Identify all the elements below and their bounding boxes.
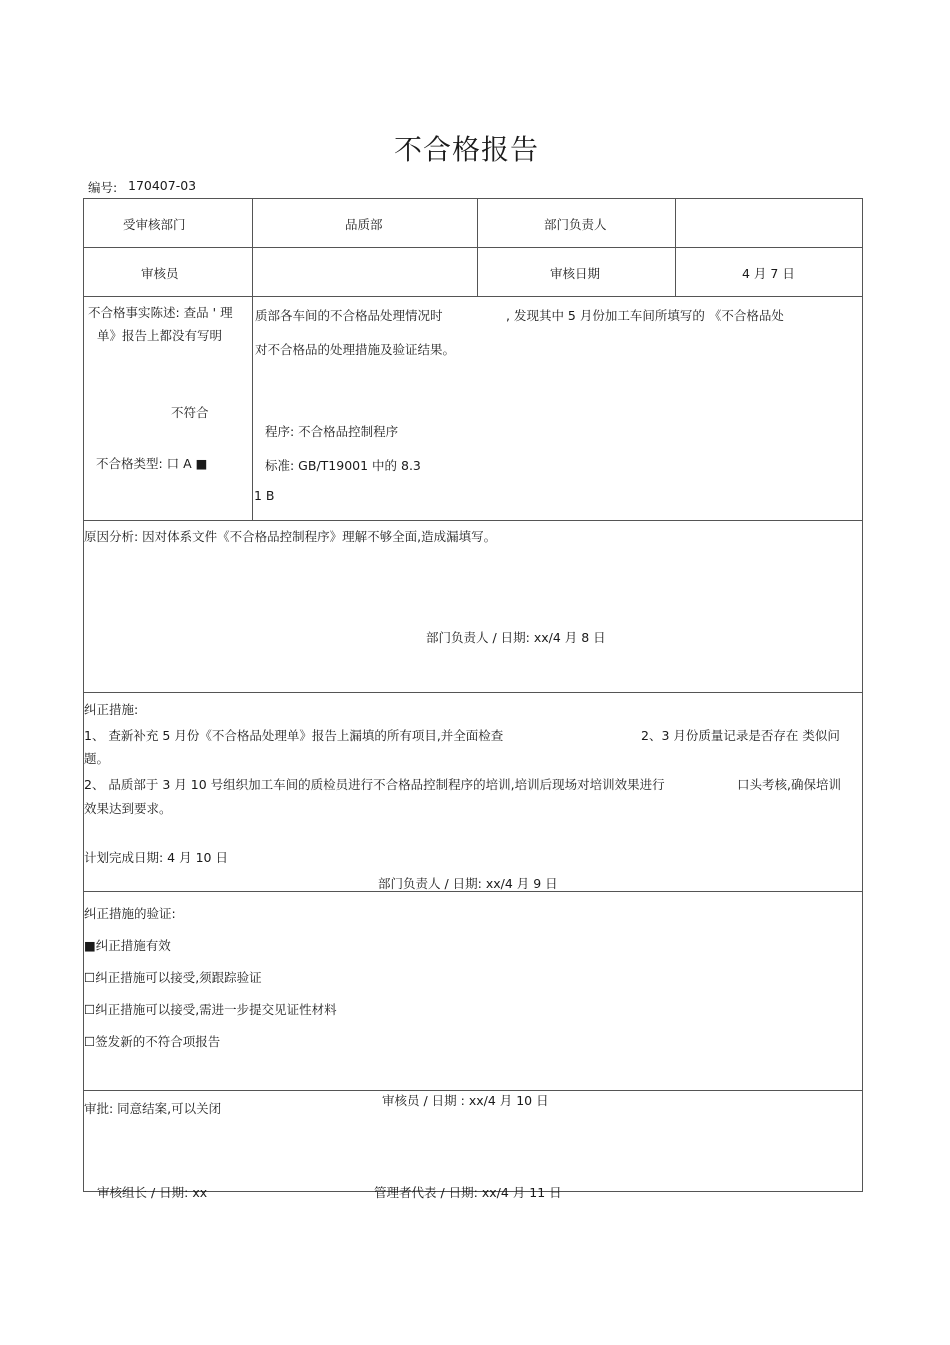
corrective-item2-b: 口头考核,确保培训 [737,777,841,792]
cause-sign: 部门负责人 / 日期: xx/4 月 8 日 [426,630,606,645]
audit-date-value: 4 月 7 日 [742,266,795,281]
verification-option-new-report: ☐签发新的不符合项报告 [84,1034,221,1049]
nc-buhe-label: 不符合 [171,405,209,420]
nc-standard: 标准: GB/T19001 中的 8.3 [265,458,421,473]
nc-procedure: 程序: 不合格品控制程序 [265,424,399,439]
nc-type-b: 1 B [254,488,275,503]
corrective-heading: 纠正措施: [84,702,139,717]
plan-date: 计划完成日期: 4 月 10 日 [84,850,228,865]
corrective-item1-c: 题。 [84,751,110,766]
corrective-item1-a: 1、 查新补充 5 月份《不合格品处理单》报告上漏填的所有项目,并全面检查 [84,728,504,743]
verification-option-evidence: ☐纠正措施可以接受,需进一步提交见证性材料 [84,1002,337,1017]
nc-desc-right-1b: , 发现其中 5 月份加工车间所填写的 《不合格品处 [506,308,784,323]
nc-desc-right-1a: 质部各车间的不合格品处理情况时 [255,308,443,323]
verification-heading: 纠正措施的验证: [84,906,176,921]
corrective-sign: 部门负责人 / 日期: xx/4 月 9 日 [378,876,558,891]
nc-desc-left-2: 单》报告上都没有写明 [97,328,223,343]
leader-sign: 审核组长 / 日期: xx [97,1185,208,1200]
page-title: 不合格报告 [394,133,540,166]
approval-text: 审批: 同意结案,可以关闭 [84,1101,222,1116]
dept-head-label: 部门负责人 [544,217,607,232]
corrective-item1-b: 2、3 月份质量记录是否存在 类似问 [641,728,840,743]
serial-label: 编号: [88,180,118,195]
nc-type-label: 不合格类型: 口 A ■ [96,456,208,471]
dept-value: 品质部 [345,217,383,232]
mgmt-sign: 管理者代表 / 日期: xx/4 月 11 日 [374,1185,562,1200]
audit-date-label: 审核日期 [550,266,601,281]
corrective-item2-a: 2、 品质部于 3 月 10 号组织加工车间的质检员进行不合格品控制程序的培训,培训后现场对培训效果进行 [84,777,665,792]
nc-desc-right-2: 对不合格品的处理措施及验证结果。 [255,342,456,357]
corrective-item2-c: 效果达到要求。 [84,801,172,816]
verification-option-effective: ■纠正措施有效 [84,938,171,953]
auditor-label: 审核员 [141,266,179,281]
nc-desc-left-1: 不合格事实陈述: 查品 ' 理 [88,305,233,320]
verification-auditor-sign: 审核员 / 日期 : xx/4 月 10 日 [382,1093,549,1108]
serial-value: 170407-03 [128,178,197,193]
verification-option-track: ☐纠正措施可以接受,须跟踪验证 [84,970,262,985]
cause-text: 原因分析: 因对体系文件《不合格品控制程序》理解不够全面,造成漏填写。 [84,529,497,544]
dept-label: 受审核部门 [123,217,186,232]
